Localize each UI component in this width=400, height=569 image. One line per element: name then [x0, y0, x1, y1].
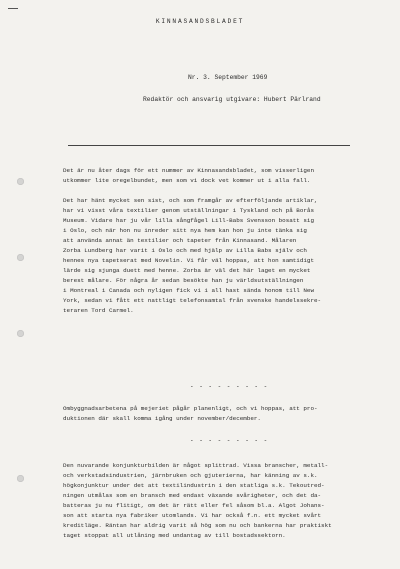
text-line: Museum. Vidare har ju vår lilla sångfågel Lill-Babs Svensson bosatt sig	[63, 217, 314, 224]
text-line: taget stoppat all utlåning med undantag av till bostadssektorn.	[63, 532, 286, 539]
text-line: duktionen där skall komma igång under november/december.	[63, 415, 261, 422]
text-line: att använda annat än textilier och tapeter från Kinnasand. Målaren	[63, 237, 297, 244]
text-line: York, sedan vi fått ett nattligt telefonsamtal från svenske handelssekre-	[63, 297, 322, 304]
punch-hole	[17, 254, 24, 261]
text-line: och verkstadsindustrien, järnbruken och gjuterierna, har känning av s.k.	[63, 472, 318, 479]
punch-hole	[17, 330, 24, 337]
paragraph-construction	[63, 404, 363, 424]
section-separator: - - - - - - - - -	[190, 383, 269, 390]
punch-hole	[17, 178, 24, 185]
masthead-title: KINNASANDSBLADET	[155, 18, 245, 25]
text-line: Det har hänt mycket sen sist, och som framgår av efterföljande artiklar,	[63, 197, 318, 204]
text-line: Ombyggnadsarbetena på mejeriet pågår planenligt, och vi hoppas, att pro-	[63, 405, 318, 412]
paragraph-intro	[63, 166, 363, 186]
punch-hole	[17, 475, 24, 482]
text-line: Det är nu åter dags för ett nummer av Kinnasandsbladet, som visserligen	[63, 167, 314, 174]
paragraph-economy	[63, 461, 363, 541]
text-line: utkommer lite oregelbundet, men som vi dock vet kommer ut i alla fall.	[63, 177, 311, 184]
header-rule	[68, 145, 350, 146]
text-line: batteras ju nu flitigt, om det är rätt eller fel såsom bl.a. Algot Johans-	[63, 502, 325, 509]
issue-line: Nr. 3. September 1969	[188, 74, 268, 81]
editor-line: Redaktör och ansvarig utgivare: Hubert Pärlrand	[143, 96, 321, 103]
text-line: i Montreal i Canada och nyligen fick vi i all hast sända honom till New	[63, 287, 314, 294]
text-line: teraren Tord Carmel.	[63, 307, 134, 314]
paragraph-news	[63, 196, 363, 316]
text-line: lärde sig sjunga duett med henne. Zorba är väl det här laget en mycket	[63, 267, 311, 274]
text-line: i Oslo, och när hon nu inreder sitt nya hem kan hon ju inte tänka sig	[63, 227, 307, 234]
text-line: har vi visst våra textilier genom utställningar i Tyskland och på Borås	[63, 207, 314, 214]
section-separator: - - - - - - - - -	[190, 437, 269, 444]
text-line: ningen utmålas som en bransch med endast växande svårigheter, och det da-	[63, 492, 322, 499]
punch-holes	[17, 0, 25, 569]
text-line: Zorba Lundberg har varit i Oslo och med hjälp av Lilla Babs själv och	[63, 247, 307, 254]
text-line: son att starta nya fabriker utomlands. Vi har också f.n. ett mycket svårt	[63, 512, 322, 519]
text-line: hennes nya tapetserat med Novelin. Vi får väl hoppas, att hon samtidigt	[63, 257, 314, 264]
text-line: berest målare. För några år sedan besökte han ju världsutställningen	[63, 277, 304, 284]
text-line: kreditläge. Räntan har aldrig varit så hög som nu och bankerna har praktiskt	[63, 522, 332, 529]
text-line: högkonjunktur under det att textilindustrin i den statliga s.k. Tekoutred-	[63, 482, 325, 489]
text-line: Den nuvarande konjunkturbilden är något splittrad. Vissa branscher, metall-	[63, 462, 329, 469]
